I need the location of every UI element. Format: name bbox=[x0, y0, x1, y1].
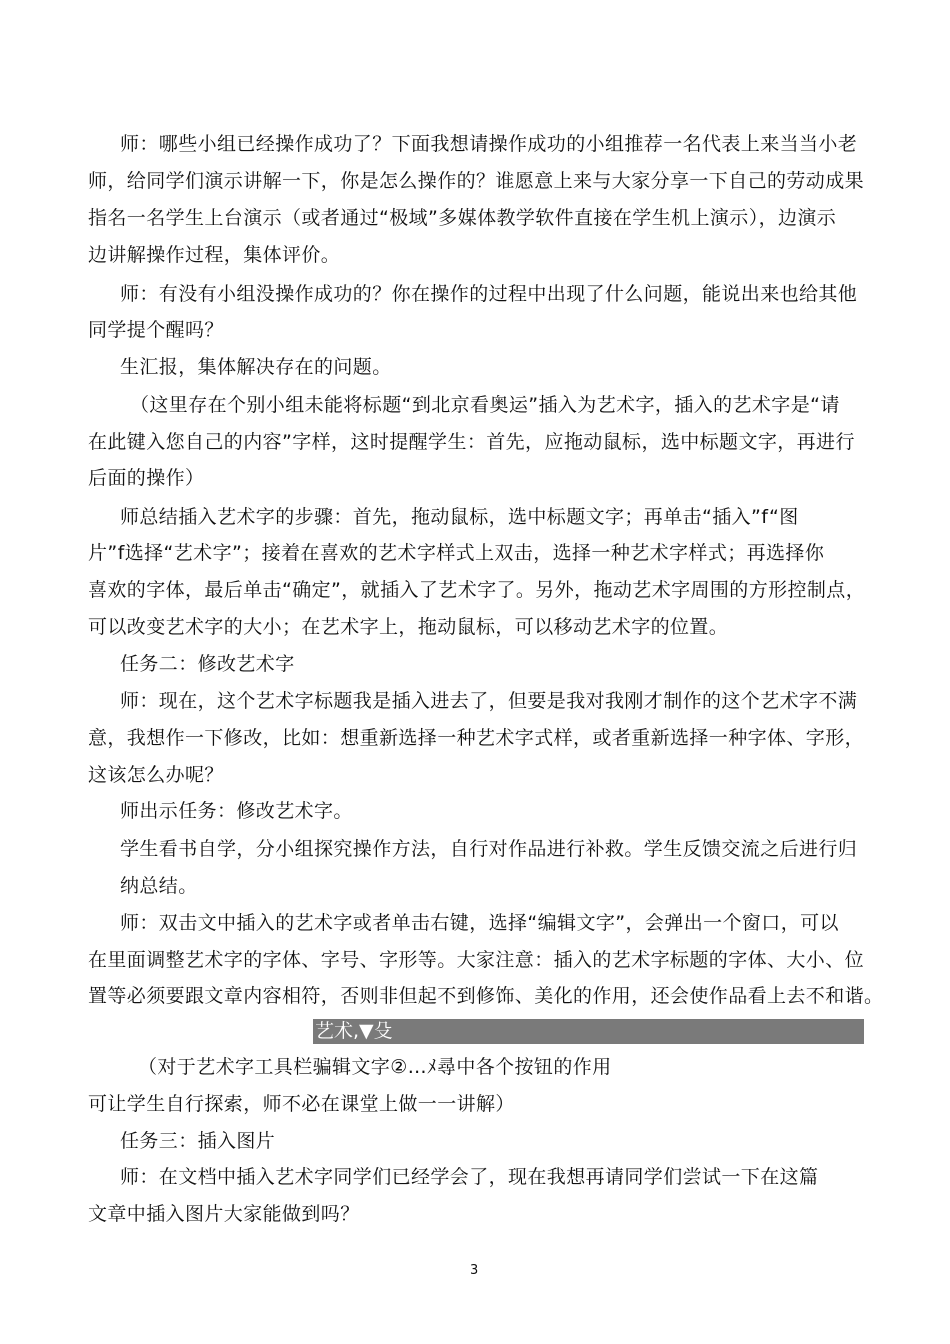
page-number: 3 bbox=[470, 1263, 479, 1278]
paragraph-line: 师：双击文中插入的艺术字或者单击右键，选择“编辑文字”，会弹出一个窗口，可以 bbox=[120, 912, 839, 934]
paragraph-line: 指名一名学生上台演示（或者通过“极域”多媒体教学软件直接在学生机上演示），边演示 bbox=[88, 207, 837, 229]
paragraph-line: 可让学生自行探索，师不必在课堂上做一一讲解） bbox=[88, 1093, 515, 1115]
paragraph-line: 在里面调整艺术字的字体、字号、字形等。大家注意：插入的艺术字标题的字体、大小、位 bbox=[88, 949, 865, 971]
paragraph-line: 师：在文档中插入艺术字同学们已经学会了，现在我想再请同学们尝试一下在这篇 bbox=[120, 1166, 819, 1188]
paragraph-line: 师：有没有小组没操作成功的？你在操作的过程中出现了什么问题，能说出来也给其他 bbox=[120, 283, 858, 305]
paragraph-line: 师：现在，这个艺术字标题我是插入进去了，但要是我对我刚才制作的这个艺术字不满 bbox=[120, 690, 858, 712]
wordart-toolbar-image: 艺术,▼殳 bbox=[313, 1019, 864, 1044]
paragraph-line: 同学提个醒吗？ bbox=[88, 319, 224, 341]
paragraph-line: 纳总结。 bbox=[120, 875, 198, 897]
paragraph-line: 师出示任务：修改艺术字。 bbox=[120, 800, 353, 822]
paragraph-line: （对于艺术字工具栏骗辑文字②…ﾒ尋中各个按钮的作用 bbox=[138, 1056, 612, 1078]
paragraph-line: 置等必须要跟文章内容相符，否则非但起不到修饰、美化的作用，还会使作品看上去不和谐。 bbox=[88, 985, 884, 1007]
paragraph-line: 意，我想作一下修改，比如：想重新选择一种艺术字式样，或者重新选择一种字体、字形， bbox=[88, 727, 865, 749]
paragraph-line: 师总结插入艺术字的步骤：首先，拖动鼠标，选中标题文字；再单击“插入”f“图 bbox=[120, 506, 799, 528]
paragraph-line: （这里存在个别小组未能将标题“到北京看奥运”插入为艺术字，插入的艺术字是“请 bbox=[130, 394, 840, 416]
paragraph-line: 后面的操作） bbox=[88, 467, 205, 489]
section-heading: 任务二：修改艺术字 bbox=[120, 653, 295, 675]
paragraph-line: 喜欢的字体，最后单击“确定”，就插入了艺术字了。另外，拖动艺术字周围的方形控制点， bbox=[88, 579, 866, 601]
section-heading: 任务三：插入图片 bbox=[120, 1130, 276, 1152]
paragraph-line: 在此键入您自己的内容”字样，这时提醒学生：首先，应拖动鼠标，选中标题文字，再进行 bbox=[88, 431, 855, 453]
paragraph-line: 师，给同学们演示讲解一下，你是怎么操作的？谁愿意上来与大家分享一下自己的劳动成果 bbox=[88, 170, 865, 192]
paragraph-line: 边讲解操作过程，集体评价。 bbox=[88, 244, 341, 266]
paragraph-line: 生汇报，集体解决存在的问题。 bbox=[120, 356, 392, 378]
paragraph-line: 师：哪些小组已经操作成功了？下面我想请操作成功的小组推荐一名代表上来当当小老 bbox=[120, 133, 858, 155]
paragraph-line: 可以改变艺术字的大小；在艺术字上，拖动鼠标，可以移动艺术字的位置。 bbox=[88, 616, 729, 638]
paragraph-line: 学生看书自学，分小组探究操作方法，自行对作品进行补救。学生反馈交流之后进行归 bbox=[120, 838, 858, 860]
paragraph-line: 这该怎么办呢？ bbox=[88, 764, 224, 786]
paragraph-line: 文章中插入图片大家能做到吗？ bbox=[88, 1203, 360, 1225]
paragraph-line: 片”f选择“艺术字”；接着在喜欢的艺术字样式上双击，选择一种艺术字样式；再选择你 bbox=[88, 542, 825, 564]
